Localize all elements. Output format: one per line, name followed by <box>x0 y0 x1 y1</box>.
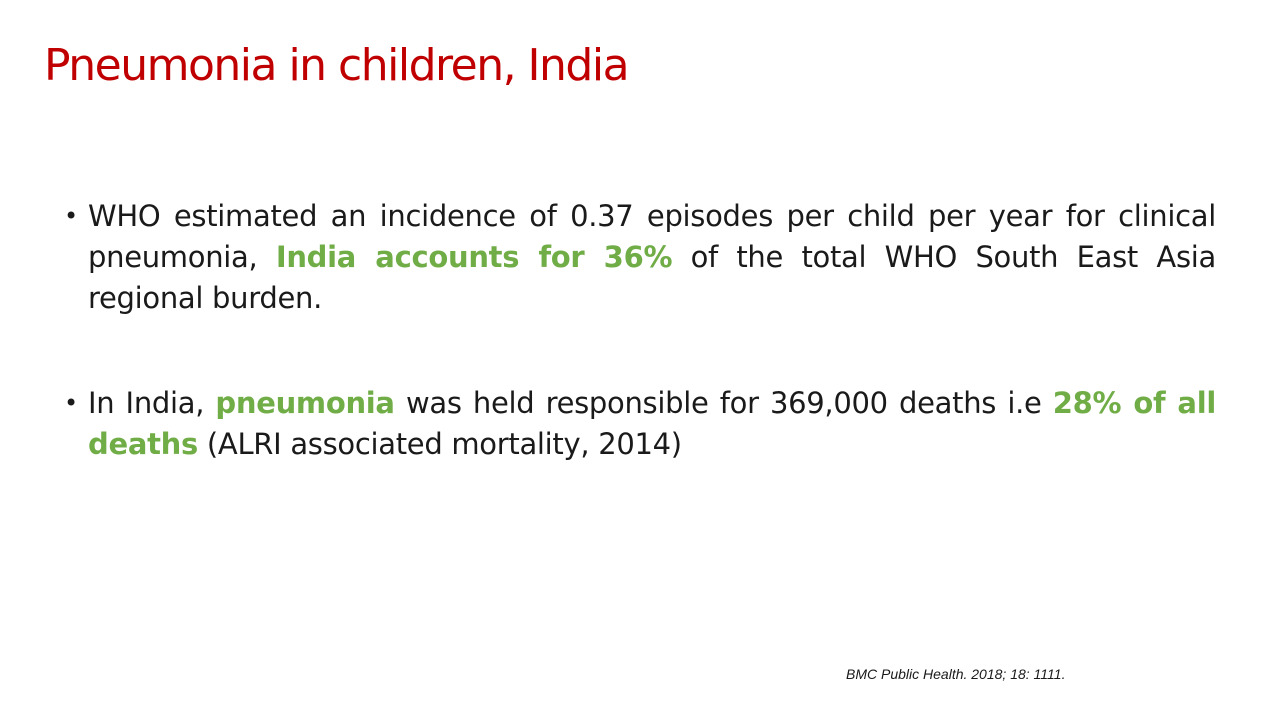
bullet-text: was held responsible for 369,000 deaths i.e <box>394 386 1053 420</box>
bullet-item-mortality <box>64 383 1216 465</box>
bullet-text: In India, <box>88 386 216 420</box>
citation: BMC Public Health. 2018; 18: 1111. <box>846 666 1066 682</box>
slide-title: Pneumonia in children, India <box>44 40 629 91</box>
bullet-dot-icon: • <box>64 389 78 417</box>
bullet-dot-icon: • <box>64 202 78 230</box>
highlight-text: pneumonia <box>215 386 395 420</box>
bullet-text: WHO estimated an incidence of 0.37 episodes per child per year for clinical pneumonia, <box>88 199 1216 274</box>
bullet-list <box>64 196 1216 465</box>
highlight-text: India accounts for 36% <box>275 240 673 274</box>
bullet-text: of the total WHO South East Asia regional burden. <box>88 240 1216 315</box>
bullet-item-incidence <box>64 196 1216 319</box>
highlight-text: 28% of all deaths <box>88 386 1216 461</box>
bullet-text: (ALRI associated mortality, 2014) <box>197 427 682 461</box>
